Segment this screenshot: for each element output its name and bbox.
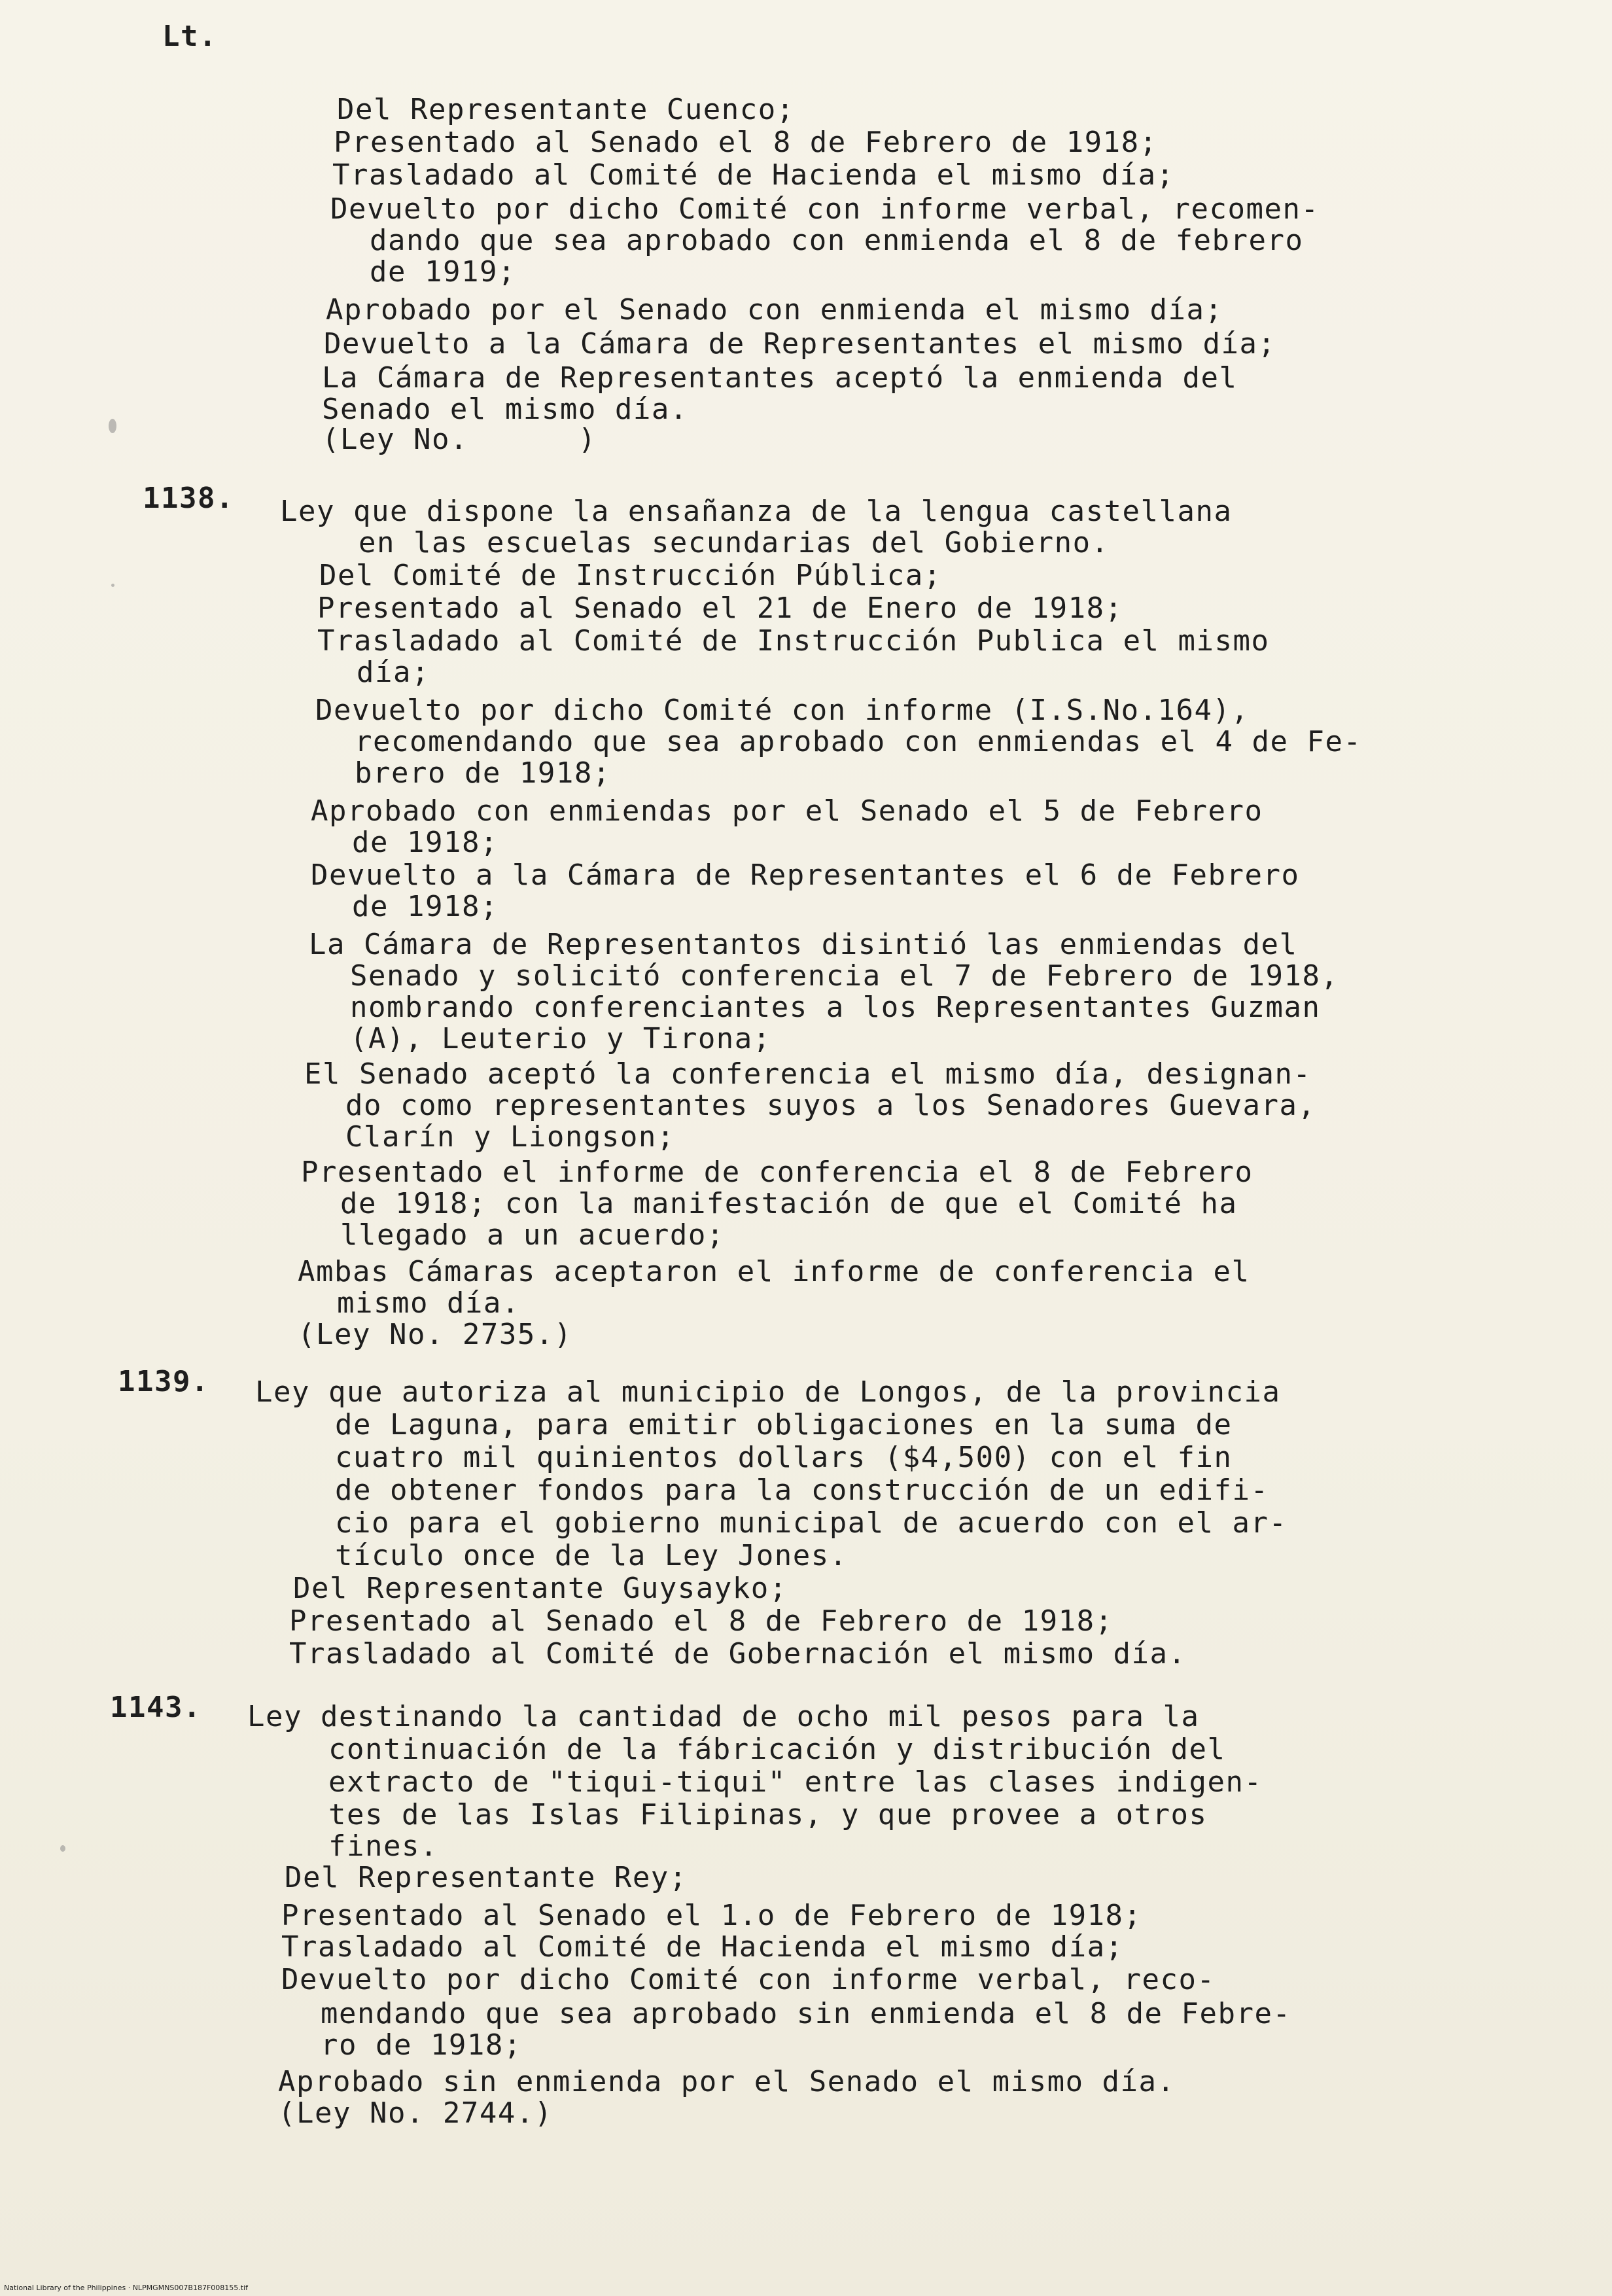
- text-line: Presentado al Senado el 21 de Enero de 1918;: [317, 592, 1123, 625]
- entry-number: 1139.: [118, 1365, 209, 1398]
- scan-speck: [109, 419, 116, 433]
- entry-title-line: extracto de "tiqui-tiqui" entre las clases indigen-: [328, 1765, 1263, 1799]
- text-line: Devuelto por dicho Comité con informe verbal, reco-: [281, 1963, 1216, 1996]
- entry-title-line: Ley destinando la cantidad de ocho mil pesos para la: [247, 1700, 1200, 1733]
- text-line: Del Comité de Instrucción Pública;: [319, 559, 942, 592]
- text-line: Presentado el informe de conferencia el 8 de Febrero: [301, 1156, 1253, 1189]
- text-line: mendando que sea aprobado sin enmienda el 8 de Febre-: [321, 1997, 1291, 2030]
- text-line: Aprobado sin enmienda por el Senado el mismo día.: [278, 2065, 1176, 2098]
- text-line: La Cámara de Representantos disintió las enmiendas del: [309, 928, 1298, 961]
- scan-speck: [111, 584, 114, 587]
- text-line: Devuelto por dicho Comité con informe (I.S.No.164),: [315, 694, 1250, 727]
- text-line: dando que sea aprobado con enmienda el 8 de febrero: [370, 224, 1304, 257]
- text-line: Aprobado con enmiendas por el Senado el 5 de Febrero: [311, 794, 1263, 828]
- text-line: mismo día.: [337, 1286, 520, 1320]
- text-line: Devuelto a la Cámara de Representantes el mismo día;: [324, 327, 1276, 361]
- entry-title-line: de Laguna, para emitir obligaciones en la suma de: [335, 1408, 1233, 1441]
- text-line: El Senado aceptó la conferencia el mismo día, designan-: [304, 1057, 1312, 1091]
- entry-number: 1143.: [110, 1691, 202, 1724]
- text-line: Presentado al Senado el 8 de Febrero de 1918;: [334, 126, 1158, 159]
- text-line: Devuelto a la Cámara de Representantes el 6 de Febrero: [311, 858, 1300, 892]
- text-line: Del Representante Cuenco;: [337, 93, 795, 126]
- text-line: nombrando conferenciantes a los Representantes Guzman: [350, 991, 1321, 1024]
- entry-title-line: de obtener fondos para la construcción de un edifi-: [335, 1474, 1269, 1507]
- text-line: Trasladado al Comité de Hacienda el mismo día;: [332, 158, 1175, 192]
- text-line: llegado a un acuerdo;: [340, 1218, 725, 1252]
- text-line: Clarín y Liongson;: [345, 1120, 675, 1154]
- text-line: Ambas Cámaras aceptaron el informe de conferencia el: [298, 1255, 1250, 1288]
- text-line: Presentado al Senado el 1.o de Febrero de 1918;: [281, 1899, 1142, 1932]
- entry-title-line: tes de las Islas Filipinas, y que provee a otros: [328, 1798, 1208, 1831]
- text-line: ro de 1918;: [321, 2028, 522, 2062]
- entry-number: 1138.: [143, 482, 234, 515]
- text-line: (Ley No. 2744.): [278, 2096, 553, 2130]
- entry-title-line: Ley que dispone la ensañanza de la lengua castellana: [280, 495, 1233, 528]
- text-line: recomendando que sea aprobado con enmiendas el 4 de Fe-: [355, 725, 1362, 758]
- text-line: Del Representante Guysayko;: [293, 1572, 788, 1605]
- text-line: Trasladado al Comité de Hacienda el mismo día;: [281, 1930, 1124, 1964]
- footer-caption: National Library of the Philippines · NLPMGMNS007B187F008155.tif: [4, 2284, 248, 2292]
- text-line: (Ley No. ): [322, 423, 597, 456]
- text-line: brero de 1918;: [355, 756, 611, 790]
- text-line: (A), Leuterio y Tirona;: [350, 1022, 771, 1055]
- page-mark: Lt.: [162, 20, 217, 53]
- text-line: Trasladado al Comité de Instrucción Publica el mismo: [317, 624, 1270, 658]
- scan-speck: [60, 1845, 65, 1852]
- text-line: Presentado al Senado el 8 de Febrero de 1918;: [289, 1604, 1113, 1638]
- entry-title-line: en las escuelas secundarias del Gobierno.: [359, 526, 1110, 559]
- text-line: de 1918;: [352, 890, 499, 923]
- text-line: La Cámara de Representantes aceptó la enmienda del: [322, 361, 1238, 395]
- text-line: Senado el mismo día.: [322, 393, 688, 426]
- text-line: Del Representante Rey;: [285, 1861, 688, 1894]
- entry-title-line: cio para el gobierno municipal de acuerdo con el ar-: [335, 1506, 1288, 1540]
- text-line: Senado y solicitó conferencia el 7 de Febrero de 1918,: [350, 959, 1339, 993]
- text-line: de 1918;: [352, 826, 499, 859]
- entry-title-line: continuación de la fábricación y distribución del: [328, 1733, 1226, 1766]
- text-line: día;: [357, 656, 430, 689]
- text-line: de 1919;: [370, 255, 516, 289]
- text-line: do como representantes suyos a los Senadores Guevara,: [345, 1089, 1316, 1122]
- entry-title-line: cuatro mil quinientos dollars ($4,500) con el fin: [335, 1441, 1233, 1474]
- text-line: Trasladado al Comité de Gobernación el mismo día.: [289, 1637, 1187, 1670]
- entry-title-line: tículo once de la Ley Jones.: [335, 1539, 848, 1572]
- text-line: de 1918; con la manifestación de que el Comité ha: [340, 1187, 1238, 1220]
- text-line: Aprobado por el Senado con enmienda el mismo día;: [326, 293, 1223, 327]
- entry-title-line: Ley que autoriza al municipio de Longos, de la provincia: [255, 1375, 1281, 1409]
- text-line: Devuelto por dicho Comité con informe verbal, recomen-: [330, 192, 1320, 226]
- text-line: (Ley No. 2735.): [298, 1318, 572, 1351]
- entry-title-line: fines.: [328, 1829, 438, 1863]
